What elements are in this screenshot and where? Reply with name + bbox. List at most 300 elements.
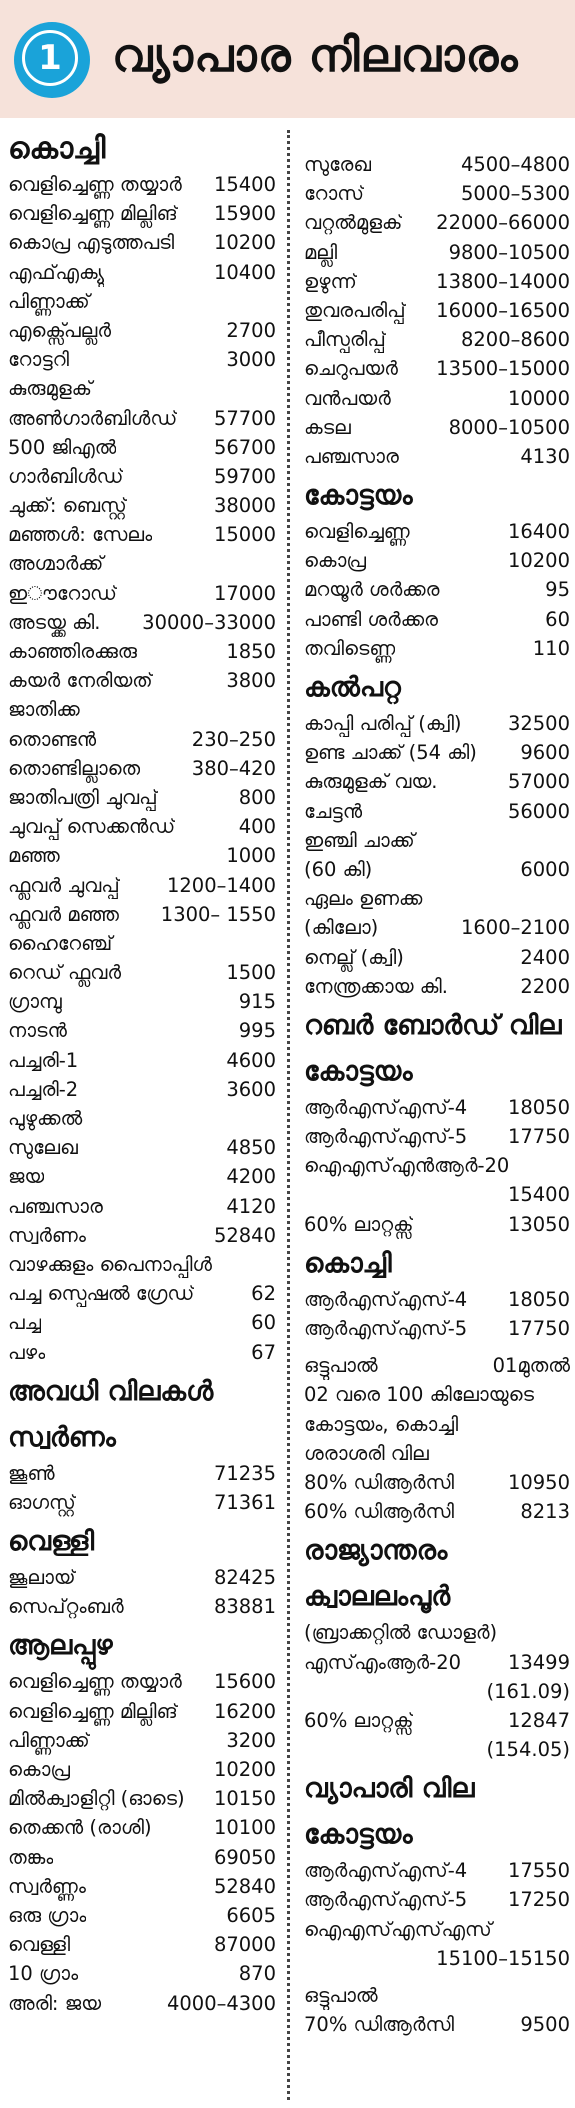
price-row (304, 1210, 570, 1239)
item-price: 4120 (226, 1194, 276, 1218)
right-column (304, 124, 570, 2039)
item-price: 56700 (213, 435, 276, 459)
item-label: വെളിച്ചെണ്ണ തയ്യാർ (8, 1670, 182, 1694)
price-row (304, 1885, 570, 1914)
item-label: വെളിച്ചെണ്ണ തയ്യാർ (8, 173, 182, 196)
item-label: ആർഎസ്എസ്-5 (304, 1125, 468, 1149)
item-price: 16400 (507, 520, 570, 544)
item-label: ഓഗസ്റ്റ് (8, 1490, 76, 1514)
item-price: 8000–10500 (448, 415, 570, 439)
price-row (8, 754, 276, 783)
left-column (8, 124, 276, 2018)
item-group-label: ജാതിക്ക (8, 698, 80, 722)
price-row (304, 384, 570, 413)
note-text: കോട്ടയം, കൊച്ചി (304, 1412, 459, 1436)
item-label: നെല്ല് (ക്വി) (304, 945, 404, 969)
item-label: ആർഎസ്എസ്-5 (304, 1317, 468, 1340)
section-heading-rubber-board: റബർ ബോർഡ് വില (304, 1009, 562, 1041)
price-row (8, 783, 276, 812)
price-row (304, 517, 570, 546)
item-price: 3600 (226, 1077, 276, 1101)
item-label: പിണ്ണാക്ക് (8, 1728, 90, 1752)
item-label: അരി: ജയ (8, 1991, 102, 2015)
price-row (8, 1075, 276, 1104)
price-row (8, 433, 276, 462)
price-row (8, 345, 276, 374)
item-label: പച്ചരി-1 (8, 1048, 79, 1072)
price-row (8, 1308, 276, 1337)
item-label: ചെറുപയർ (304, 357, 398, 381)
price-row (304, 943, 570, 972)
item-price: 10150 (213, 1787, 276, 1811)
item-label: ഇൗറോഡ് (8, 581, 117, 605)
price-row (8, 1784, 276, 1813)
price-row (8, 404, 276, 433)
item-price: 13499 (507, 1650, 570, 1674)
price-row (304, 1468, 570, 1497)
item-label: കുരുമുളക് വയ. (304, 770, 438, 794)
price-row (304, 634, 570, 663)
price-row (8, 1046, 276, 1075)
item-price: 870 (238, 1962, 276, 1986)
item-price: 15400 (213, 173, 276, 196)
price-row (304, 913, 570, 942)
item-price: 13050 (507, 1212, 570, 1236)
item-price: 60 (251, 1311, 276, 1335)
item-price: 1600–2100 (460, 916, 570, 940)
price-row (8, 871, 276, 900)
section-heading-futures: അവധി വിലകൾ (8, 1375, 214, 1407)
price-row (304, 797, 570, 826)
item-price: 1000 (226, 844, 276, 868)
price-row (304, 1122, 570, 1151)
item-label: ഫ്ലവർ ചുവപ്പ് (8, 873, 120, 897)
item-price: 17750 (507, 1317, 570, 1340)
price-row (304, 855, 570, 884)
section-heading-alappuzha: ആലപ്പുഴ (8, 1630, 113, 1662)
item-price: 60 (545, 607, 570, 631)
item-label: മല്ലി (304, 240, 338, 264)
price-row (304, 709, 570, 738)
item-price: 16000–16500 (436, 298, 570, 322)
item-label: ഗ്രാമ്പു (8, 990, 62, 1014)
item-price: 400 (238, 815, 276, 839)
item-label: എക്സ്പെല്ലർ (8, 318, 111, 342)
item-price: 230–250 (191, 727, 276, 751)
item-label: ആർഎസ്എസ്-4 (304, 1287, 468, 1311)
price-row (8, 170, 276, 199)
item-label: പാണ്ടി ശർക്കര (304, 607, 438, 631)
item-label: സുരേഖ (304, 153, 372, 176)
price-row (8, 1279, 276, 1308)
price-row (304, 1856, 570, 1885)
price-row (8, 1016, 276, 1045)
price-row (8, 1459, 276, 1488)
price-row (304, 296, 570, 325)
item-price: 56000 (507, 799, 570, 823)
item-label: റോട്ടറി (8, 348, 69, 372)
badge-number: 1 (22, 30, 78, 86)
item-label: കൊപ്ര (304, 549, 367, 573)
item-label: ഉണ്ട ചാക്ക് (54 കി) (304, 741, 477, 765)
price-row (8, 1930, 276, 1959)
item-label: കടല (304, 415, 351, 439)
item-price: 57700 (213, 406, 276, 430)
item-label: റെഡ് ഫ്ലവർ (8, 961, 122, 985)
item-price: 62 (251, 1282, 276, 1306)
item-label: മിൽക്വാളിറ്റി (ഓടെ) (8, 1787, 185, 1811)
item-price: 67 (251, 1340, 276, 1364)
price-row (8, 637, 276, 666)
number-badge-icon (14, 22, 90, 98)
item-label: നാടൻ (8, 1019, 67, 1043)
item-label: ആർഎസ്എസ്-4 (304, 1095, 468, 1119)
item-price: 110 (532, 636, 570, 660)
price-row (304, 179, 570, 208)
price-row (8, 725, 276, 754)
item-label: തവിടെണ്ണ (304, 636, 396, 660)
price-row (8, 987, 276, 1016)
price-row (304, 1285, 570, 1314)
item-label: 10 ഗ്രാം (8, 1962, 79, 1986)
item-note: 01മുതൽ (492, 1354, 570, 1378)
note-text: 02 വരെ 100 കിലോയുടെ (304, 1383, 534, 1407)
item-group-label: കുരുമുളക് (8, 377, 93, 401)
price-row (8, 1872, 276, 1901)
item-price: 10400 (213, 260, 276, 284)
item-price: 5000–5300 (460, 182, 570, 206)
item-price: 82425 (213, 1566, 276, 1590)
page-header (0, 0, 575, 118)
item-label: 80% ഡിആർസി (304, 1470, 454, 1494)
item-price: 4200 (226, 1165, 276, 1189)
item-label: സ്വർണ്ണം (8, 1874, 86, 1898)
price-row (8, 579, 276, 608)
item-label: കയർ നേരിയത് (8, 669, 153, 693)
price-row (8, 1667, 276, 1696)
item-label: വെളിച്ചെണ്ണ (304, 520, 410, 544)
price-row (8, 1726, 276, 1755)
item-price: 9800–10500 (448, 240, 570, 264)
item-price: 3000 (226, 348, 276, 372)
sub-heading-kuala-lumpur: ക്വാലലംപൂർ (304, 1581, 451, 1613)
price-row (8, 1959, 276, 1988)
item-label: കാപ്പി പരിപ്പ് (ക്വി) (304, 712, 462, 735)
price-row (8, 1989, 276, 2018)
price-row (8, 316, 276, 345)
item-label: ഐഎസ്എസ്എസ് (304, 1917, 492, 1941)
section-heading-international: രാജ്യാന്തരം (304, 1535, 448, 1567)
item-label: വെളിച്ചെണ്ണ മില്ലിങ് (8, 1699, 178, 1723)
item-price: 15400 (507, 1183, 570, 1207)
item-label: ഒട്ടുപാൽ (304, 1354, 378, 1378)
price-row (8, 1592, 276, 1621)
item-label: (60 കി) (304, 857, 373, 881)
item-label: തൊണ്ടൻ (8, 727, 97, 751)
item-price: 13500–15000 (436, 357, 570, 381)
price-row (304, 575, 570, 604)
item-group-label: പുഴുക്കൽ (8, 1107, 83, 1130)
item-price: 6605 (226, 1903, 276, 1927)
price-row (8, 1488, 276, 1517)
item-label: വെള്ളി (8, 1933, 71, 1957)
item-label: ഐഎസ്എൻആർ-20 (304, 1154, 510, 1178)
item-label: 70% ഡിആർസി (304, 2013, 454, 2037)
item-price: 17550 (507, 1859, 570, 1883)
item-price: 380–420 (191, 756, 276, 780)
price-row (8, 199, 276, 228)
price-row (304, 413, 570, 442)
column-divider (287, 130, 290, 2100)
item-price: 1200–1400 (166, 873, 276, 897)
item-label: തെക്കൻ (രാശി) (8, 1816, 152, 1840)
item-label: ചുവപ്പ് സെക്കൻഡ് (8, 815, 176, 839)
price-row (304, 267, 570, 296)
price-row (304, 546, 570, 575)
price-row (304, 2010, 570, 2039)
item-price: 32500 (507, 712, 570, 735)
item-label: സ്വർണം (8, 1223, 86, 1247)
price-row (8, 1843, 276, 1872)
price-row (8, 228, 276, 257)
item-price: 6000 (520, 857, 570, 881)
item-group-label: ഇഞ്ചി ചാക്ക് (304, 828, 415, 852)
item-price: 15100–15150 (436, 1946, 570, 1970)
item-label: ജാതിപത്രി ചുവപ്പ് (8, 785, 158, 809)
price-row (8, 1813, 276, 1842)
item-label: വൻപയർ (304, 386, 391, 410)
price-row (8, 1901, 276, 1930)
item-label: 60% ലാറ്റക്സ് (304, 1708, 414, 1732)
item-price: 4500–4800 (460, 153, 570, 176)
item-price: 10000 (507, 386, 570, 410)
item-label: പഞ്ചസാര (8, 1194, 103, 1218)
item-label: റോസ് (304, 182, 364, 206)
item-price: 15600 (213, 1670, 276, 1694)
price-row (304, 238, 570, 267)
item-price: 10200 (213, 1758, 276, 1781)
price-row (8, 258, 276, 287)
item-label: 60% ലാറ്റക്സ് (304, 1212, 414, 1236)
item-label: കൊപ്ര എടുത്തപടി (8, 231, 175, 255)
price-row (304, 1706, 570, 1735)
item-label: ജൂലായ് (8, 1566, 76, 1590)
item-label: കൊപ്ര (8, 1758, 71, 1781)
item-group-label: വാഴക്കുളം പൈനാപ്പിൾ (8, 1252, 213, 1276)
item-price: 15900 (213, 202, 276, 226)
item-group-label: ഒട്ടുപാൽ (304, 1984, 378, 2007)
item-price: 1300– 1550 (160, 902, 276, 926)
price-row (304, 208, 570, 237)
item-price: 3800 (226, 669, 276, 693)
item-label: പഴം (8, 1340, 46, 1364)
item-price: 16200 (213, 1699, 276, 1723)
item-price: 2200 (520, 974, 570, 998)
page-title: വ്യാപാര നിലവാരം (112, 28, 519, 82)
price-row (8, 1563, 276, 1592)
item-price: 4850 (226, 1136, 276, 1160)
price-row (304, 1648, 570, 1677)
item-label: തങ്കം (8, 1845, 54, 1869)
price-row (8, 900, 276, 929)
item-label: പീസ്പരിപ്പ് (304, 328, 386, 352)
price-row (8, 1338, 276, 1367)
item-label: നേന്ത്രക്കായ കി. (304, 974, 448, 998)
sub-heading-kottayam: കോട്ടയം (304, 1055, 413, 1087)
item-label: (കിലോ) (304, 916, 379, 940)
price-row (8, 491, 276, 520)
price-row (304, 605, 570, 634)
price-row (304, 738, 570, 767)
item-price: 52840 (213, 1874, 276, 1898)
item-label: ഫ്ലവർ മഞ്ഞ (8, 902, 119, 926)
item-price: 69050 (213, 1845, 276, 1869)
item-label: ഒരു ഗ്രാം (8, 1903, 87, 1927)
item-price: 18050 (507, 1287, 570, 1311)
price-row (8, 1697, 276, 1726)
item-group-label: ഏലം ഉണക്ക (304, 887, 423, 911)
price-row (304, 325, 570, 354)
item-price: 9600 (520, 741, 570, 765)
item-price: 10200 (507, 549, 570, 573)
price-row (8, 520, 276, 549)
price-row (8, 812, 276, 841)
currency-note: (ബ്രാക്കറ്റിൽ ഡോളർ) (304, 1621, 498, 1645)
item-label: കാഞ്ഞിരക്കുരു (8, 640, 137, 663)
item-price: 71361 (213, 1490, 276, 1514)
price-row (8, 841, 276, 870)
item-label: ആർഎസ്എസ്-5 (304, 1888, 468, 1912)
item-label: വറ്റൽമുളക് (304, 211, 403, 235)
section-heading-trader-price: വ്യാപാരി വില (304, 1773, 475, 1805)
price-row (8, 1192, 276, 1221)
price-row (304, 1351, 570, 1380)
price-row (8, 1133, 276, 1162)
item-label: വെളിച്ചെണ്ണ മില്ലിങ് (8, 202, 178, 226)
item-label: ആർഎസ്എസ്-4 (304, 1859, 468, 1883)
item-label: മറയൂർ ശർക്കര (304, 578, 440, 602)
item-price: 1500 (226, 961, 276, 985)
item-price: 17250 (507, 1888, 570, 1912)
item-price: 71235 (213, 1461, 276, 1485)
item-label: ചേട്ടൻ (304, 799, 363, 823)
item-label: 500 ജിഎൽ (8, 435, 117, 459)
item-price: 52840 (213, 1223, 276, 1247)
item-price: 10200 (213, 231, 276, 255)
item-label: മഞ്ഞ (8, 844, 60, 868)
item-group-label: ഹൈറേഞ്ച് (8, 931, 113, 955)
item-label: പച്ച (8, 1311, 42, 1335)
item-label: തൊണ്ടില്ലാതെ (8, 756, 141, 780)
item-label: പച്ച സ്പെഷൽ ഗ്രേഡ് (8, 1282, 195, 1306)
item-label: പച്ചരി-2 (8, 1077, 79, 1101)
item-price: 57000 (507, 770, 570, 794)
item-label: സുലേഖ (8, 1136, 78, 1160)
price-row (8, 1162, 276, 1191)
item-price: 9500 (520, 2013, 570, 2037)
item-label: ജയ (8, 1165, 45, 1189)
item-price: 3200 (226, 1728, 276, 1752)
item-label: എഫ്എക്യു (8, 260, 105, 284)
item-price: 8213 (520, 1500, 570, 1524)
dollar-price: (154.05) (486, 1738, 570, 1762)
item-group-label: പിണ്ണാക്ക് (8, 289, 90, 313)
item-price: 10100 (213, 1816, 276, 1840)
item-price: 10950 (507, 1470, 570, 1494)
item-label: എസ്എംആർ-20 (304, 1650, 462, 1674)
price-row (8, 462, 276, 491)
item-price: 8200–8600 (460, 328, 570, 352)
item-price: 18050 (507, 1095, 570, 1119)
item-price: 15000 (213, 523, 276, 547)
item-price: 83881 (213, 1595, 276, 1619)
item-price: 17000 (213, 581, 276, 605)
item-price: 95 (545, 578, 570, 602)
item-label: മഞ്ഞൾ: സേലം (8, 523, 153, 547)
sub-heading-kottayam: കോട്ടയം (304, 1819, 413, 1851)
item-label: ജൂൺ (8, 1461, 55, 1485)
sub-heading-gold: സ്വർണം (8, 1421, 116, 1453)
item-price: 87000 (213, 1933, 276, 1957)
item-label: 60% ഡിആർസി (304, 1500, 454, 1524)
item-price: 38000 (213, 494, 276, 518)
item-label: അടയ്ക്ക കി. (8, 610, 101, 634)
item-label: ഉഴുന്ന് (304, 269, 357, 293)
price-row (8, 1221, 276, 1250)
item-price: 800 (238, 785, 276, 809)
item-label: സെപ്റ്റംബർ (8, 1595, 124, 1619)
price-row (304, 1314, 570, 1343)
item-price: 4000–4300 (166, 1991, 276, 2015)
item-price: 13800–14000 (436, 269, 570, 293)
price-row (304, 1093, 570, 1122)
section-heading-kochi: കൊച്ചി (8, 131, 106, 166)
price-row (304, 972, 570, 1001)
price-row (304, 442, 570, 471)
price-row (304, 1497, 570, 1526)
price-row (304, 354, 570, 383)
item-label: ഗാർബിൾഡ് (8, 464, 124, 488)
section-heading-kochi-rubber: കൊച്ചി (304, 1247, 392, 1279)
price-row (8, 958, 276, 987)
item-price: 59700 (213, 464, 276, 488)
item-price: 30000–33000 (142, 610, 276, 634)
price-row (8, 608, 276, 637)
sub-heading-silver: വെള്ളി (8, 1526, 95, 1558)
item-price: 12847 (507, 1708, 570, 1732)
price-row (8, 666, 276, 695)
item-price: 1850 (226, 640, 276, 663)
item-label: ചുക്ക്: ബെസ്റ്റ് (8, 494, 127, 518)
price-row (8, 1755, 276, 1784)
item-price: 2700 (226, 318, 276, 342)
item-price: 995 (238, 1019, 276, 1043)
item-price: 915 (238, 990, 276, 1014)
item-label: പഞ്ചസാര (304, 444, 399, 468)
section-heading-kalpetta: കൽപറ്റ (304, 672, 401, 703)
item-price: 2400 (520, 945, 570, 969)
note-text: ശരാശരി വില (304, 1441, 429, 1465)
item-label: അൺഗാർബിൾഡ് (8, 406, 178, 430)
item-price: 4600 (226, 1048, 276, 1072)
dollar-price: (161.09) (486, 1679, 570, 1703)
section-heading-kottayam: കോട്ടയം (304, 480, 413, 512)
item-price: 4130 (520, 444, 570, 468)
item-label: തുവരപരിപ്പ് (304, 298, 406, 322)
price-row (304, 150, 570, 179)
item-price: 22000–66000 (436, 211, 570, 235)
item-price: 17750 (507, 1125, 570, 1149)
